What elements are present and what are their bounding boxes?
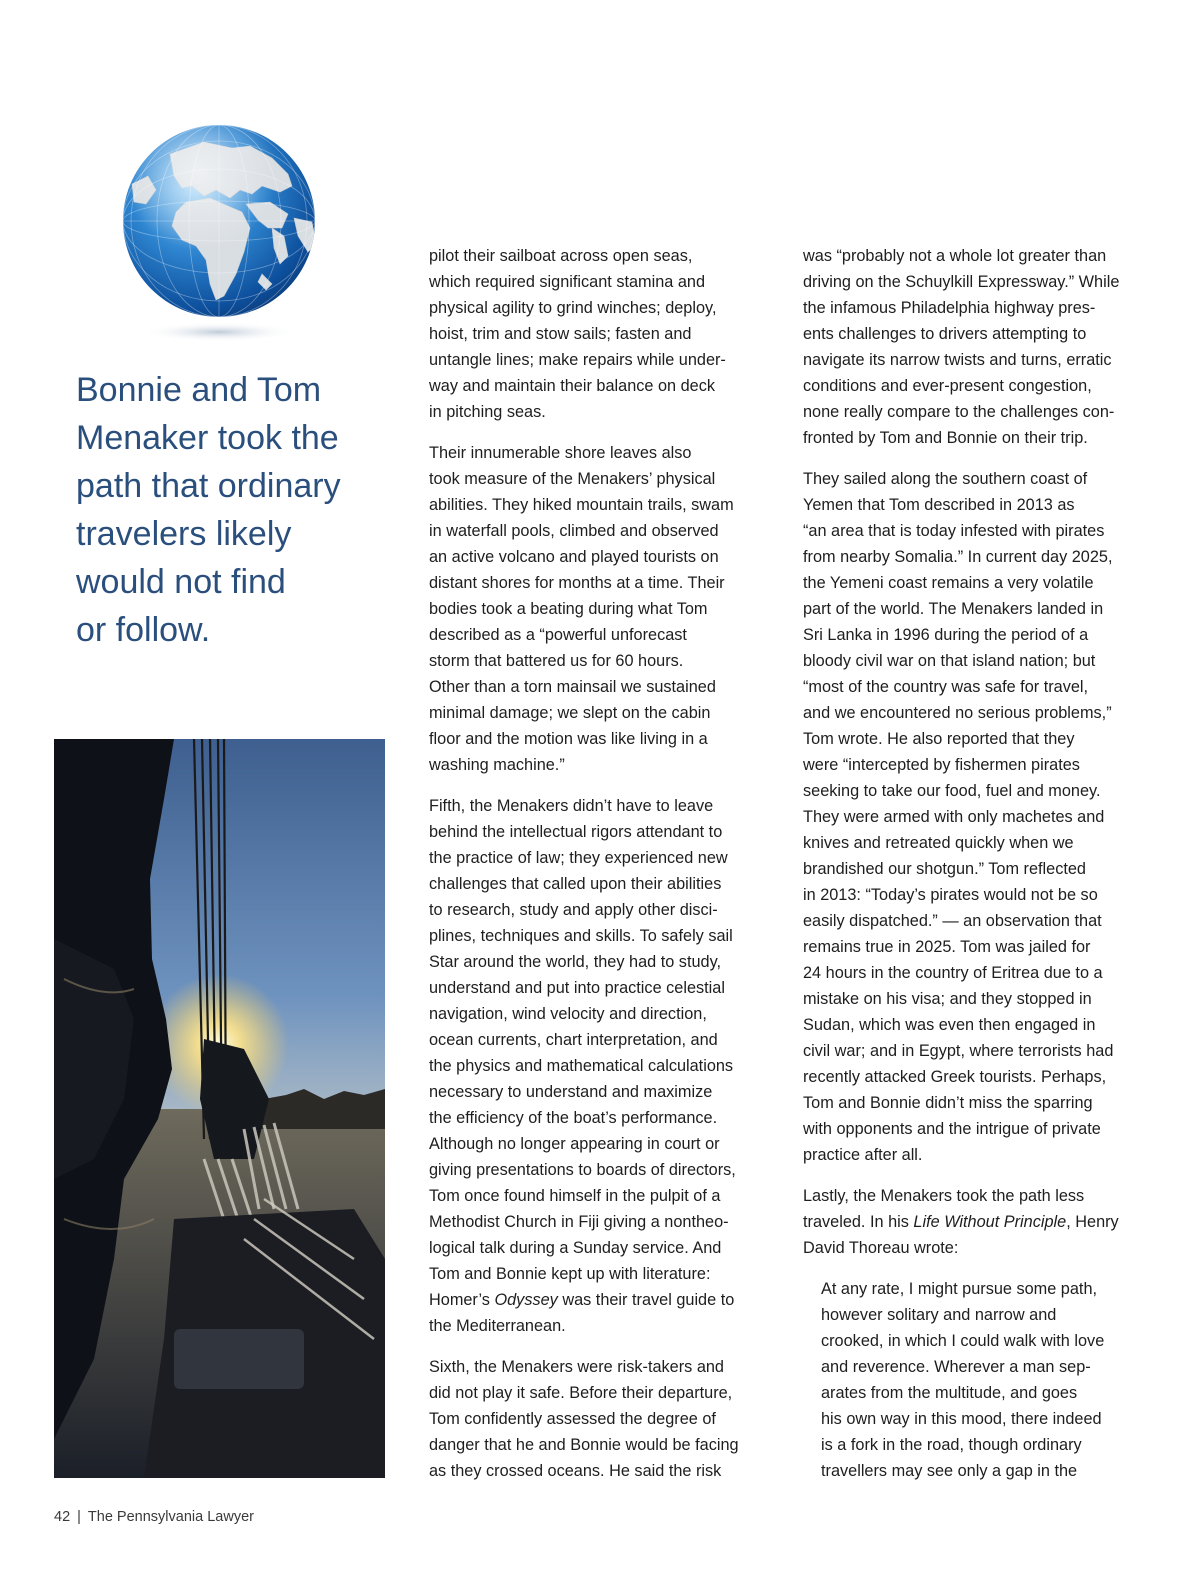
sailboat-sunset-photo	[54, 739, 385, 1478]
article-paragraph	[429, 440, 769, 778]
article-paragraph	[429, 1354, 769, 1484]
article-paragraph	[803, 1183, 1148, 1261]
text-line: Yemen that Tom described in 2013 as	[803, 496, 1075, 514]
text-line: They were armed with only machetes and	[803, 808, 1105, 826]
text-line: in pitching seas.	[429, 403, 546, 421]
text-run: traveled. In his	[803, 1213, 914, 1231]
pull-quote-line: Bonnie and Tom	[76, 371, 322, 409]
text-line: travellers may see only a gap in the	[821, 1462, 1078, 1480]
text-line: untangle lines; make repairs while under-	[429, 351, 726, 369]
text-line: They sailed along the southern coast of	[803, 470, 1088, 488]
text-line: giving presentations to boards of directors,	[429, 1161, 736, 1179]
text-line: brandished our shotgun.” Tom reflected	[803, 860, 1086, 878]
text-line: “an area that is today infested with pirates	[803, 522, 1105, 540]
text-line: the Yemeni coast remains a very volatile	[803, 574, 1094, 592]
text-line: was “probably not a whole lot greater than	[803, 247, 1107, 265]
text-line: civil war; and in Egypt, where terrorists had	[803, 1042, 1114, 1060]
text-line: behind the intellectual rigors attendant to	[429, 823, 723, 841]
text-line: necessary to understand and maximize	[429, 1083, 713, 1101]
article-paragraph	[429, 243, 769, 425]
pull-quote-line: would not find	[76, 563, 286, 601]
text-line: easily dispatched.” — an observation that	[803, 912, 1102, 930]
text-line: Their innumerable shore leaves also	[429, 444, 692, 462]
text-line: in waterfall pools, climbed and observed	[429, 522, 719, 540]
book-title: Life Without Principle	[913, 1213, 1067, 1231]
globe-icon	[112, 124, 326, 348]
text-line: hoist, trim and stow sails; fasten and	[429, 325, 692, 343]
article-paragraph	[803, 466, 1148, 1168]
text-line: Tom and Bonnie kept up with literature:	[429, 1265, 711, 1283]
text-line: part of the world. The Menakers landed in	[803, 600, 1104, 618]
text-line: conditions and ever-present congestion,	[803, 377, 1092, 395]
text-line: floor and the motion was like living in a	[429, 730, 708, 748]
book-title: Odyssey	[494, 1291, 558, 1309]
text-line: the physics and mathematical calculations	[429, 1057, 734, 1075]
text-line: arates from the multitude, and goes	[821, 1384, 1078, 1402]
text-line: storm that battered us for 60 hours.	[429, 652, 684, 670]
text-line: took measure of the Menakers’ physical	[429, 470, 716, 488]
text-line: minimal damage; we slept on the cabin	[429, 704, 711, 722]
text-line: Sri Lanka in 1996 during the period of a	[803, 626, 1089, 644]
text-line: pilot their sailboat across open seas,	[429, 247, 693, 265]
text-line: however solitary and narrow and	[821, 1306, 1057, 1324]
text-line: logical talk during a Sunday service. And	[429, 1239, 722, 1257]
text-line: and reverence. Wherever a man sep-	[821, 1358, 1091, 1376]
text-run: was their travel guide to	[557, 1291, 735, 1309]
pull-quote	[76, 366, 376, 654]
text-line: David Thoreau wrote:	[803, 1239, 959, 1257]
pull-quote-line: or follow.	[76, 611, 211, 649]
text-line: with opponents and the intrigue of private	[803, 1120, 1101, 1138]
text-line: in 2013: “Today’s pirates would not be so	[803, 886, 1098, 904]
globe-illustration	[112, 124, 326, 348]
text-line: physical agility to grind winches; deploy,	[429, 299, 717, 317]
text-line	[429, 1287, 769, 1313]
text-line: which required significant stamina and	[429, 273, 706, 291]
text-run: Homer’s	[429, 1291, 495, 1309]
text-line: understand and put into practice celestial	[429, 979, 725, 997]
article-paragraph	[429, 793, 769, 1339]
text-line: Tom confidently assessed the degree of	[429, 1410, 716, 1428]
text-line: crooked, in which I could walk with love	[821, 1332, 1105, 1350]
text-line: washing machine.”	[429, 756, 565, 774]
text-line: 24 hours in the country of Eritrea due to a	[803, 964, 1103, 982]
text-line: Tom once found himself in the pulpit of a	[429, 1187, 721, 1205]
text-line: At any rate, I might pursue some path,	[821, 1280, 1098, 1298]
text-line: challenges that called upon their abilities	[429, 875, 722, 893]
text-line: Sudan, which was even then engaged in	[803, 1016, 1096, 1034]
text-line: practice after all.	[803, 1146, 923, 1164]
text-line: Other than a torn mainsail we sustained	[429, 678, 716, 696]
pull-quote-line: Menaker took the	[76, 419, 339, 457]
text-line: Star around the world, they had to study,	[429, 953, 722, 971]
text-line: the Mediterranean.	[429, 1317, 566, 1335]
text-line: ents challenges to drivers attempting to	[803, 325, 1087, 343]
text-line: remains true in 2025. Tom was jailed for	[803, 938, 1091, 956]
text-line: seeking to take our food, fuel and money.	[803, 782, 1101, 800]
text-line: bloody civil war on that island nation; but	[803, 652, 1096, 670]
text-line: “most of the country was safe for travel,	[803, 678, 1089, 696]
text-line: ocean currents, chart interpretation, and	[429, 1031, 718, 1049]
pull-quote-line: path that ordinary	[76, 467, 341, 505]
text-line: abilities. They hiked mountain trails, swam	[429, 496, 734, 514]
text-line: navigate its narrow twists and turns, erratic	[803, 351, 1112, 369]
text-line: danger that he and Bonnie would be facing	[429, 1436, 739, 1454]
text-line: the practice of law; they experienced new	[429, 849, 728, 867]
text-line: Although no longer appearing in court or	[429, 1135, 720, 1153]
text-line	[803, 1209, 1148, 1235]
text-line: an active volcano and played tourists on	[429, 548, 719, 566]
publication-name: The Pennsylvania Lawyer	[87, 1509, 254, 1525]
text-line: were “intercepted by fishermen pirates	[803, 756, 1080, 774]
page-footer	[54, 1509, 254, 1525]
text-line: from nearby Somalia.” In current day 2025,	[803, 548, 1113, 566]
text-line: knives and retreated quickly when we	[803, 834, 1074, 852]
text-line: distant shores for months at a time. Their	[429, 574, 725, 592]
text-line: bodies took a beating during what Tom	[429, 600, 708, 618]
text-line: Tom and Bonnie didn’t miss the sparring	[803, 1094, 1093, 1112]
text-line: described as a “powerful unforecast	[429, 626, 687, 644]
text-line: Lastly, the Menakers took the path less	[803, 1187, 1085, 1205]
text-line: driving on the Schuylkill Expressway.” While	[803, 273, 1120, 291]
text-line: recently attacked Greek tourists. Perhaps,	[803, 1068, 1107, 1086]
footer-separator: |	[77, 1509, 81, 1525]
text-run: , Henry	[1066, 1213, 1119, 1231]
text-line: as they crossed oceans. He said the risk	[429, 1462, 722, 1480]
text-line: mistake on his visa; and they stopped in	[803, 990, 1092, 1008]
text-line: Methodist Church in Fiji giving a nontheo-	[429, 1213, 729, 1231]
text-line: his own way in this mood, there indeed	[821, 1410, 1102, 1428]
article-paragraph	[803, 243, 1148, 451]
text-line: plines, techniques and skills. To safely sail	[429, 927, 733, 945]
thoreau-block-quote	[821, 1276, 1148, 1484]
text-line: did not play it safe. Before their departure,	[429, 1384, 733, 1402]
text-line: none really compare to the challenges con-	[803, 403, 1115, 421]
article-column-1	[429, 243, 769, 1499]
text-line: Fifth, the Menakers didn’t have to leave	[429, 797, 714, 815]
page-number: 42	[54, 1509, 71, 1525]
text-line: to research, study and apply other disci-	[429, 901, 718, 919]
article-column-2	[803, 243, 1148, 1499]
text-line: the efficiency of the boat’s performance.	[429, 1109, 718, 1127]
text-line: navigation, wind velocity and direction,	[429, 1005, 707, 1023]
text-line: is a fork in the road, though ordinary	[821, 1436, 1082, 1454]
text-line: and we encountered no serious problems,”	[803, 704, 1112, 722]
text-line: the infamous Philadelphia highway pres-	[803, 299, 1096, 317]
text-line: Sixth, the Menakers were risk-takers and	[429, 1358, 724, 1376]
pull-quote-line: travelers likely	[76, 515, 292, 553]
text-line: Tom wrote. He also reported that they	[803, 730, 1075, 748]
text-line: fronted by Tom and Bonnie on their trip.	[803, 429, 1088, 447]
text-line: way and maintain their balance on deck	[429, 377, 716, 395]
